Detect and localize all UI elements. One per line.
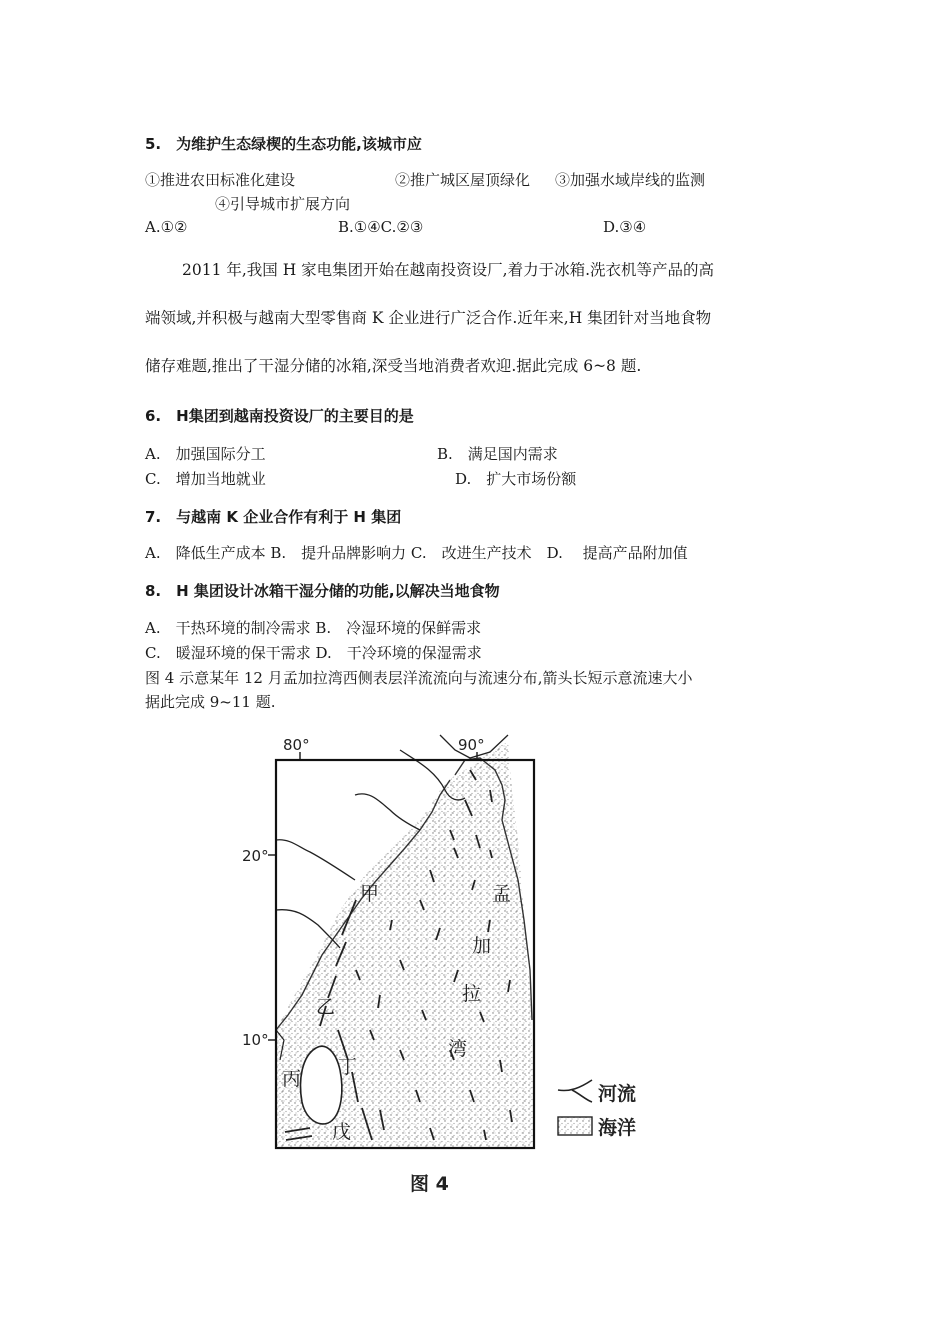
figure-caption: 图 4: [410, 1173, 449, 1195]
q5-option-1: ①推进农田标准化建设: [145, 171, 296, 189]
q7-choices: A. 降低生产成本 B. 提升品牌影响力 C. 改进生产技术 D. 提高产品附加值: [145, 544, 688, 562]
legend-river-label: 河流: [598, 1083, 637, 1105]
river-legend-icon: [558, 1080, 592, 1102]
label-wu: 戊: [332, 1121, 352, 1143]
q5-choice-d: D.③④: [603, 218, 647, 236]
q5-option-3: ③加强水域岸线的监测: [555, 171, 706, 189]
q8-choices-line-1: A. 干热环境的制冷需求 B. 冷湿环境的保鲜需求: [145, 619, 482, 637]
label-jia: 甲: [360, 883, 380, 905]
figure-intro-line-2: 据此完成 9~11 题.: [145, 693, 276, 711]
bay-label-1: 孟: [492, 883, 512, 905]
passage-line-1: 2011 年,我国 H 家电集团开始在越南投资设厂,着力于冰箱.洗衣机等产品的高: [182, 261, 715, 279]
bay-label-2: 加: [472, 935, 492, 957]
latitude-label-20: 20°: [242, 847, 269, 865]
legend-ocean-label: 海洋: [598, 1117, 637, 1139]
q7-stem: 7. 与越南 K 企业合作有利于 H 集团: [145, 508, 402, 526]
q6-choice-d: D. 扩大市场份额: [455, 470, 577, 488]
q8-stem: 8. H 集团设计冰箱干湿分储的功能,以解决当地食物: [145, 582, 500, 600]
ocean-legend-icon: [558, 1117, 592, 1135]
label-yi: 乙: [316, 996, 336, 1018]
q5-option-2: ②推广城区屋顶绿化: [395, 171, 531, 189]
bay-label-4: 湾: [448, 1038, 468, 1060]
latitude-label-10: 10°: [242, 1031, 269, 1049]
longitude-label-80: 80°: [283, 736, 310, 754]
label-ding: 丁: [338, 1056, 358, 1078]
q6-choice-a: A. 加强国际分工: [145, 445, 266, 463]
label-bing: 丙: [282, 1068, 302, 1090]
river-godavari: [276, 840, 355, 880]
river-mahanadi: [355, 794, 420, 830]
q5-option-4: ④引导城市扩展方向: [215, 195, 351, 213]
longitude-label-90: 90°: [458, 736, 485, 754]
q6-choice-c: C. 增加当地就业: [145, 470, 266, 488]
passage-line-2: 端领域,并积极与越南大型零售商 K 企业进行广泛合作.近年来,H 集团针对当地食物: [145, 309, 712, 327]
legend: [558, 1080, 636, 1139]
passage-line-3: 储存难题,推出了干湿分储的冰箱,深受当地消费者欢迎.据此完成 6~8 题.: [145, 357, 642, 375]
q8-choices-line-2: C. 暖湿环境的保干需求 D. 干冷环境的保湿需求: [145, 644, 482, 662]
q5-choice-a: A.①②: [145, 218, 188, 236]
bay-of-bengal-current-map: [240, 730, 680, 1200]
q5-stem: 5. 为维护生态绿楔的生态功能,该城市应: [145, 135, 422, 153]
figure-intro-line-1: 图 4 示意某年 12 月孟加拉湾西侧表层洋流流向与流速分布,箭头长短示意流速大小: [145, 669, 693, 687]
q6-stem: 6. H集团到越南投资设厂的主要目的是: [145, 407, 414, 425]
q5-choice-bc: B.①④C.②③: [338, 218, 424, 236]
sri-lanka-island: [301, 1046, 342, 1124]
q6-choice-b: B. 满足国内需求: [437, 445, 558, 463]
bay-label-3: 拉: [462, 983, 482, 1005]
